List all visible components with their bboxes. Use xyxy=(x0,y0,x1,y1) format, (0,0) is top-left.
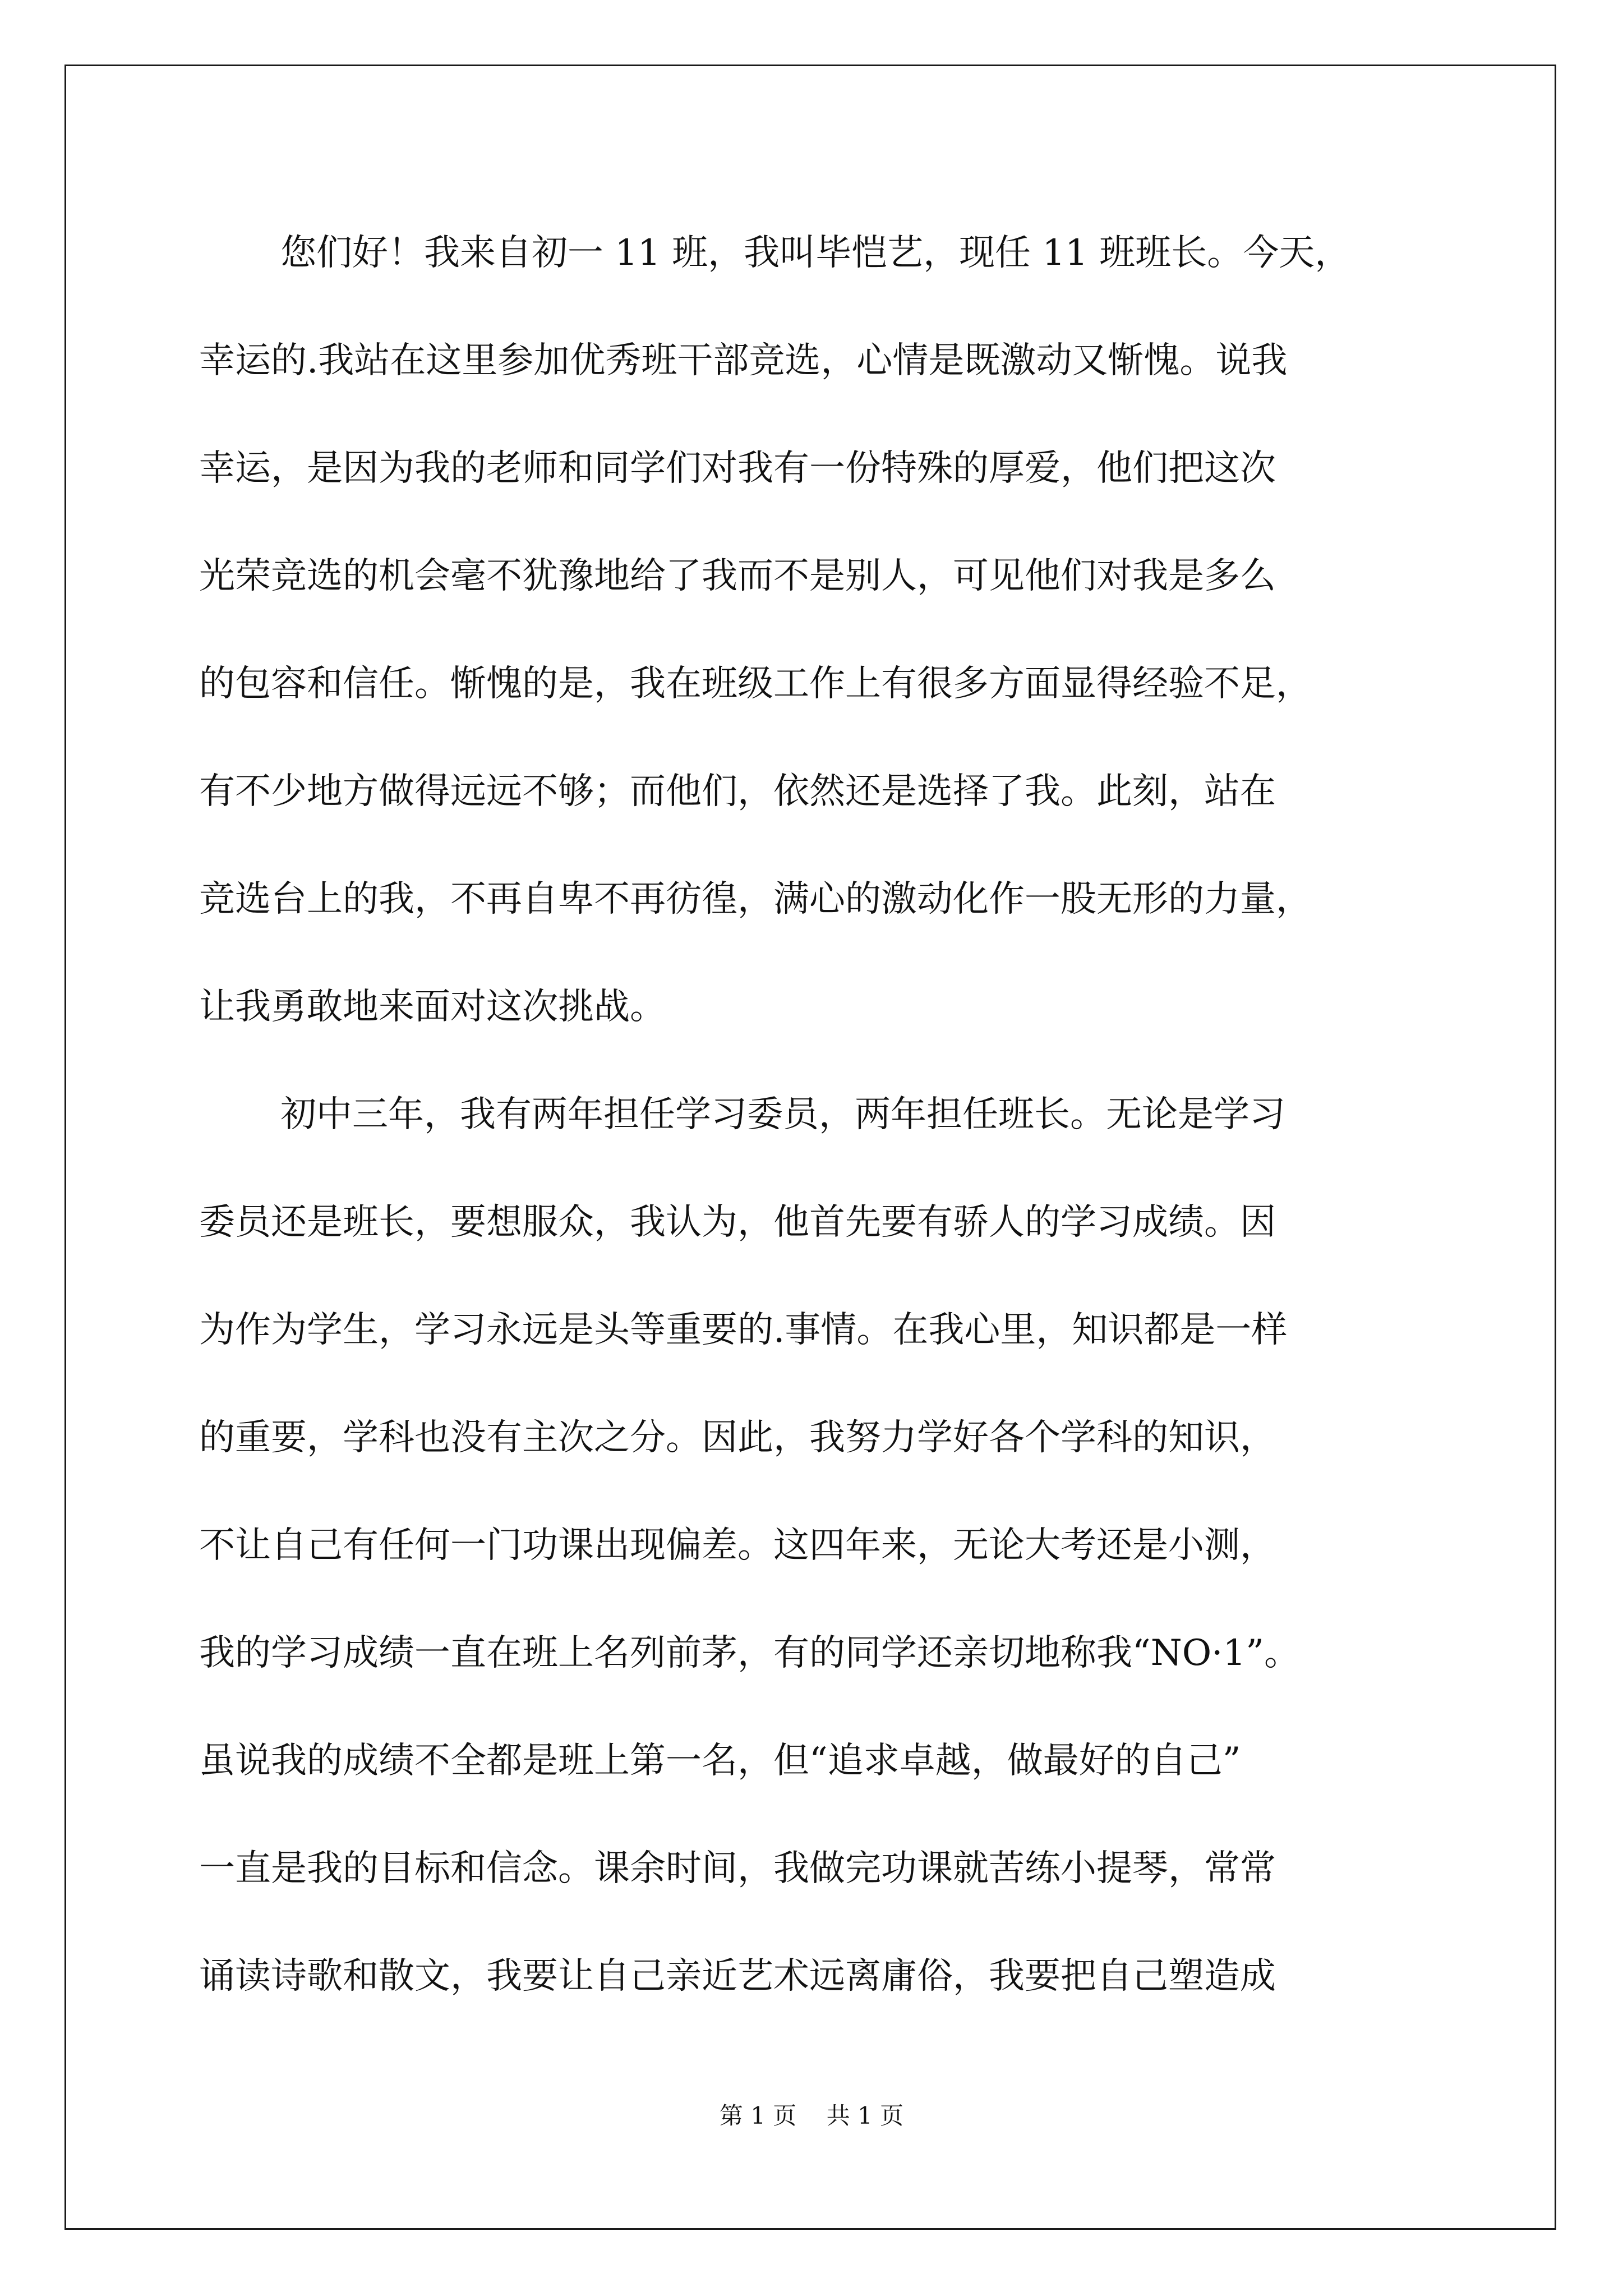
paragraph-1-line-6: 有不少地方做得远远不够；而他们，依然还是选择了我。此刻，站在 xyxy=(199,771,1276,812)
paragraph-2-line-2: 委员还是班长，要想服众，我认为，他首先要有骄人的学习成绩。因 xyxy=(199,1202,1276,1243)
paragraph-2-line-7: 虽说我的成绩不全都是班上第一名，但“追求卓越，做最好的自己” xyxy=(199,1740,1241,1782)
paragraph-2-line-1: 初中三年，我有两年担任学习委员，两年担任班长。无论是学习 xyxy=(280,1094,1285,1135)
paragraph-1-line-7: 竞选台上的我，不再自卑不再彷徨，满心的激动化作一股无形的力量， xyxy=(199,878,1312,920)
paragraph-1-line-4: 光荣竞选的机会毫不犹豫地给了我而不是别人，可见他们对我是多么 xyxy=(199,555,1276,597)
paragraph-2-line-3: 为作为学生，学习永远是头等重要的.事情。在我心里，知识都是一样 xyxy=(199,1309,1288,1351)
paragraph-1-line-8: 让我勇敢地来面对这次挑战。 xyxy=(199,986,666,1028)
paragraph-1-line-3: 幸运，是因为我的老师和同学们对我有一份特殊的厚爱，他们把这次 xyxy=(199,448,1276,489)
page-number-footer: 第 1 页 共 1 页 xyxy=(719,2102,904,2129)
paragraph-2-line-5: 不让自己有任何一门功课出现偏差。这四年来，无论大考还是小测， xyxy=(199,1525,1276,1566)
paragraph-2-line-6: 我的学习成绩一直在班上名列前茅，有的同学还亲切地称我“NO·1”。 xyxy=(199,1632,1300,1674)
page-border xyxy=(64,65,1556,2230)
paragraph-1-line-1: 您们好！我来自初一 11 班，我叫毕恺艺，现任 11 班班长。今天， xyxy=(280,232,1351,274)
paragraph-1-line-5: 的包容和信任。惭愧的是，我在班级工作上有很多方面显得经验不足， xyxy=(199,663,1312,705)
paragraph-2-line-8: 一直是我的目标和信念。课余时间，我做完功课就苦练小提琴，常常 xyxy=(199,1848,1276,1889)
paragraph-2-line-4: 的重要，学科也没有主次之分。因此，我努力学好各个学科的知识， xyxy=(199,1417,1276,1458)
paragraph-1-line-2: 幸运的.我站在这里参加优秀班干部竞选，心情是既激动又惭愧。说我 xyxy=(199,340,1288,381)
paragraph-2-line-9: 诵读诗歌和散文，我要让自己亲近艺术远离庸俗，我要把自己塑造成 xyxy=(199,1955,1276,1997)
